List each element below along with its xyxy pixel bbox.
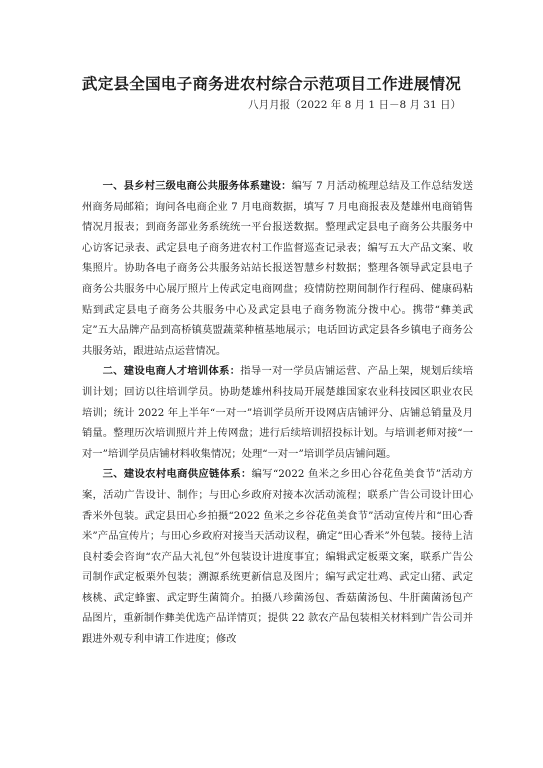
section-1-paragraph [82,176,473,361]
section-3-heading: 三、建设农村电商供应链体系： [102,468,252,481]
section-2-paragraph [82,361,473,464]
report-body [82,176,473,650]
report-period: 八月月报（2022 年 8 月 1 日－8 月 31 日） [248,99,461,111]
page-title: 武定县全国电子商务进农村综合示范项目工作进展情况 [81,75,462,93]
section-1-heading: 一、县乡村三级电商公共服务体系建设： [102,180,292,192]
section-1-text: 编写 7 月活动梳理总结及工作总结发送州商务局邮箱；询问各电商企业 7 月电商数据，填写 7 月电商报表及楚雄州电商销售情况月报表；到商务部业务系统统一平台报送数据。整理武定县电子商务公共服务中心访客记录表、武定县电子商务进农村工作监督巡查记录表；编写五大产品文案、收集照片。协助各电子商务公共服务站站长报送智慧乡村数据；整理各领导武定县电子商务公共服务中心展厅照片上传武定电商网盘；疫情防控期间制作行程码、健康码粘贴到武定县电子商务公共服务中心及武定县电子商务物流分拨中心。携带“彝美武定”五大品牌产品到高桥镇莫盟蔬菜种植基地展示；电话回访武定县各乡镇电子商务公共服务站，跟进站点运营情况。 [82,180,474,357]
section-2-text: 指导一对一学员店铺运营、产品上架，规划后续培训计划；回访以往培训学员。协助楚雄州科技局开展楚雄国家农业科技园区职业农民培训；统计 2022 年上半年“一对一”培训学员所开设网店店铺评分、店铺总销量及月销量。整理历次培训照片并上传网盘；进行后续培训招投标计划。与培训老师对接“一对一”培训学员店铺材料收集情况；处理“一对一”培训学员店铺问题。 [82,365,474,460]
section-2-heading: 二、建设电商人才培训体系： [102,365,241,378]
section-3-text: 编写“2022 鱼米之乡田心谷花鱼美食节”活动方案，活动广告设计、制作；与田心乡政府对接本次活动流程；联系广告公司设计田心香米外包装。武定县田心乡拍摄“2022 鱼米之乡谷花鱼美食节”活动宣传片和“田心香米”产品宣传片；与田心乡政府对接当天活动议程，确定“田心香米”外包装。接待上洁良村委会咨询“农产品大礼包”外包装设计进度事宜；编辑武定板栗文案，联系广告公司制作武定板栗外包装；溯源系统更新信息及图片；编写武定壮鸡、武定山猪、武定核桃、武定蜂蜜、武定野生菌简介。拍摄八珍菌汤包、香菇菌汤包、牛肝菌菌汤包产品图片，重新制作彝美优选产品详情页；提供 22 款农产品包装相关材料到广告公司并跟进外观专利申请工作进度；修改 [82,468,474,646]
section-3-paragraph [82,464,473,649]
